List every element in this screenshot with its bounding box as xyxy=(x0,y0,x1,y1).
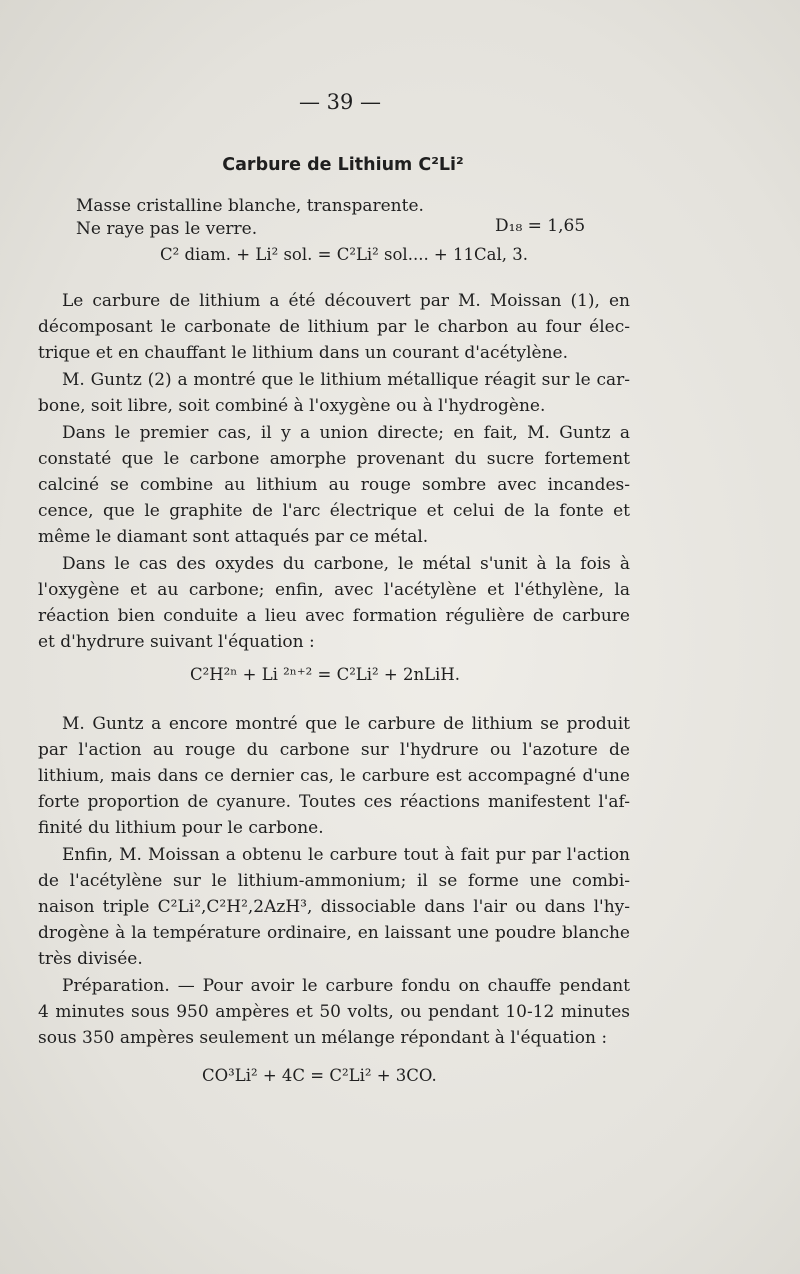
text-line: décomposant le carbonate de lithium par le charbon au four élec- xyxy=(38,317,630,337)
property-line: Masse cristalline blanche, transparente. xyxy=(76,196,424,216)
text-line: bone, soit libre, soit combiné à l'oxygène ou à l'hydrogène. xyxy=(38,396,546,416)
text-line: M. Guntz a encore montré que le carbure de lithium se produit xyxy=(62,714,630,734)
text-line: Enfin, M. Moissan a obtenu le carbure tout à fait pur par l'action xyxy=(62,845,630,865)
text-line: drogène à la température ordinaire, en laissant une poudre blanche xyxy=(38,923,630,943)
text-line: cence, que le graphite de l'arc électrique et celui de la fonte et xyxy=(38,501,630,521)
text-line: constaté que le carbone amorphe provenant du sucre fortement xyxy=(38,449,630,469)
text-line: même le diamant sont attaqués par ce métal. xyxy=(38,527,429,547)
text-line: finité du lithium pour le carbone. xyxy=(38,818,324,838)
text-line: Dans le cas des oxydes du carbone, le métal s'unit à la fois à xyxy=(62,554,630,574)
section-title: Carbure de Lithium C²Li² xyxy=(222,155,464,175)
text-line: trique et en chauffant le lithium dans un courant d'acétylène. xyxy=(38,343,568,363)
text-line: sous 350 ampères seulement un mélange répondant à l'équation : xyxy=(38,1028,608,1048)
text-line: très divisée. xyxy=(38,949,143,969)
text-line: réaction bien conduite a lieu avec formation régulière de carbure xyxy=(38,606,630,626)
text-line: 4 minutes sous 950 ampères et 50 volts, ou pendant 10-12 minutes xyxy=(38,1002,630,1022)
page-number: — 39 — xyxy=(298,90,382,114)
text-line-preparation: Préparation. — Pour avoir le carbure fondu on chauffe pendant xyxy=(62,976,630,996)
density-value: D₁₈ = 1,65 xyxy=(495,216,586,236)
preparation-equation: CO³Li² + 4C = C²Li² + 3CO. xyxy=(202,1066,437,1085)
text-line: M. Guntz (2) a montré que le lithium métallique réagit sur le car- xyxy=(62,370,630,390)
formation-equation: C² diam. + Li² sol. = C²Li² sol.... + 11Cal, 3. xyxy=(160,245,528,264)
text-line: calciné se combine au lithium au rouge sombre avec incandes- xyxy=(38,475,630,495)
text-line: de l'acétylène sur le lithium-ammonium; il se forme une combi- xyxy=(38,871,630,891)
text-line: forte proportion de cyanure. Toutes ces réactions manifestent l'af- xyxy=(38,792,630,812)
text-line: Le carbure de lithium a été découvert par M. Moissan (1), en xyxy=(62,291,630,311)
text-line: par l'action au rouge du carbone sur l'hydrure ou l'azoture de xyxy=(38,740,630,760)
text-line: lithium, mais dans ce dernier cas, le carbure est accompagné d'une xyxy=(38,766,630,786)
text-line: naison triple C²Li²,C²H²,2AzH³, dissociable dans l'air ou dans l'hy- xyxy=(38,897,630,917)
text-line: Dans le premier cas, il y a union directe; en fait, M. Guntz a xyxy=(62,423,630,443)
reaction-equation: C²H²ⁿ + Li ²ⁿ⁺² = C²Li² + 2nLiH. xyxy=(190,665,460,684)
property-line: Ne raye pas le verre. xyxy=(76,219,258,239)
text-line: l'oxygène et au carbone; enfin, avec l'acétylène et l'éthylène, la xyxy=(38,580,630,600)
text-line: et d'hydrure suivant l'équation : xyxy=(38,632,315,652)
